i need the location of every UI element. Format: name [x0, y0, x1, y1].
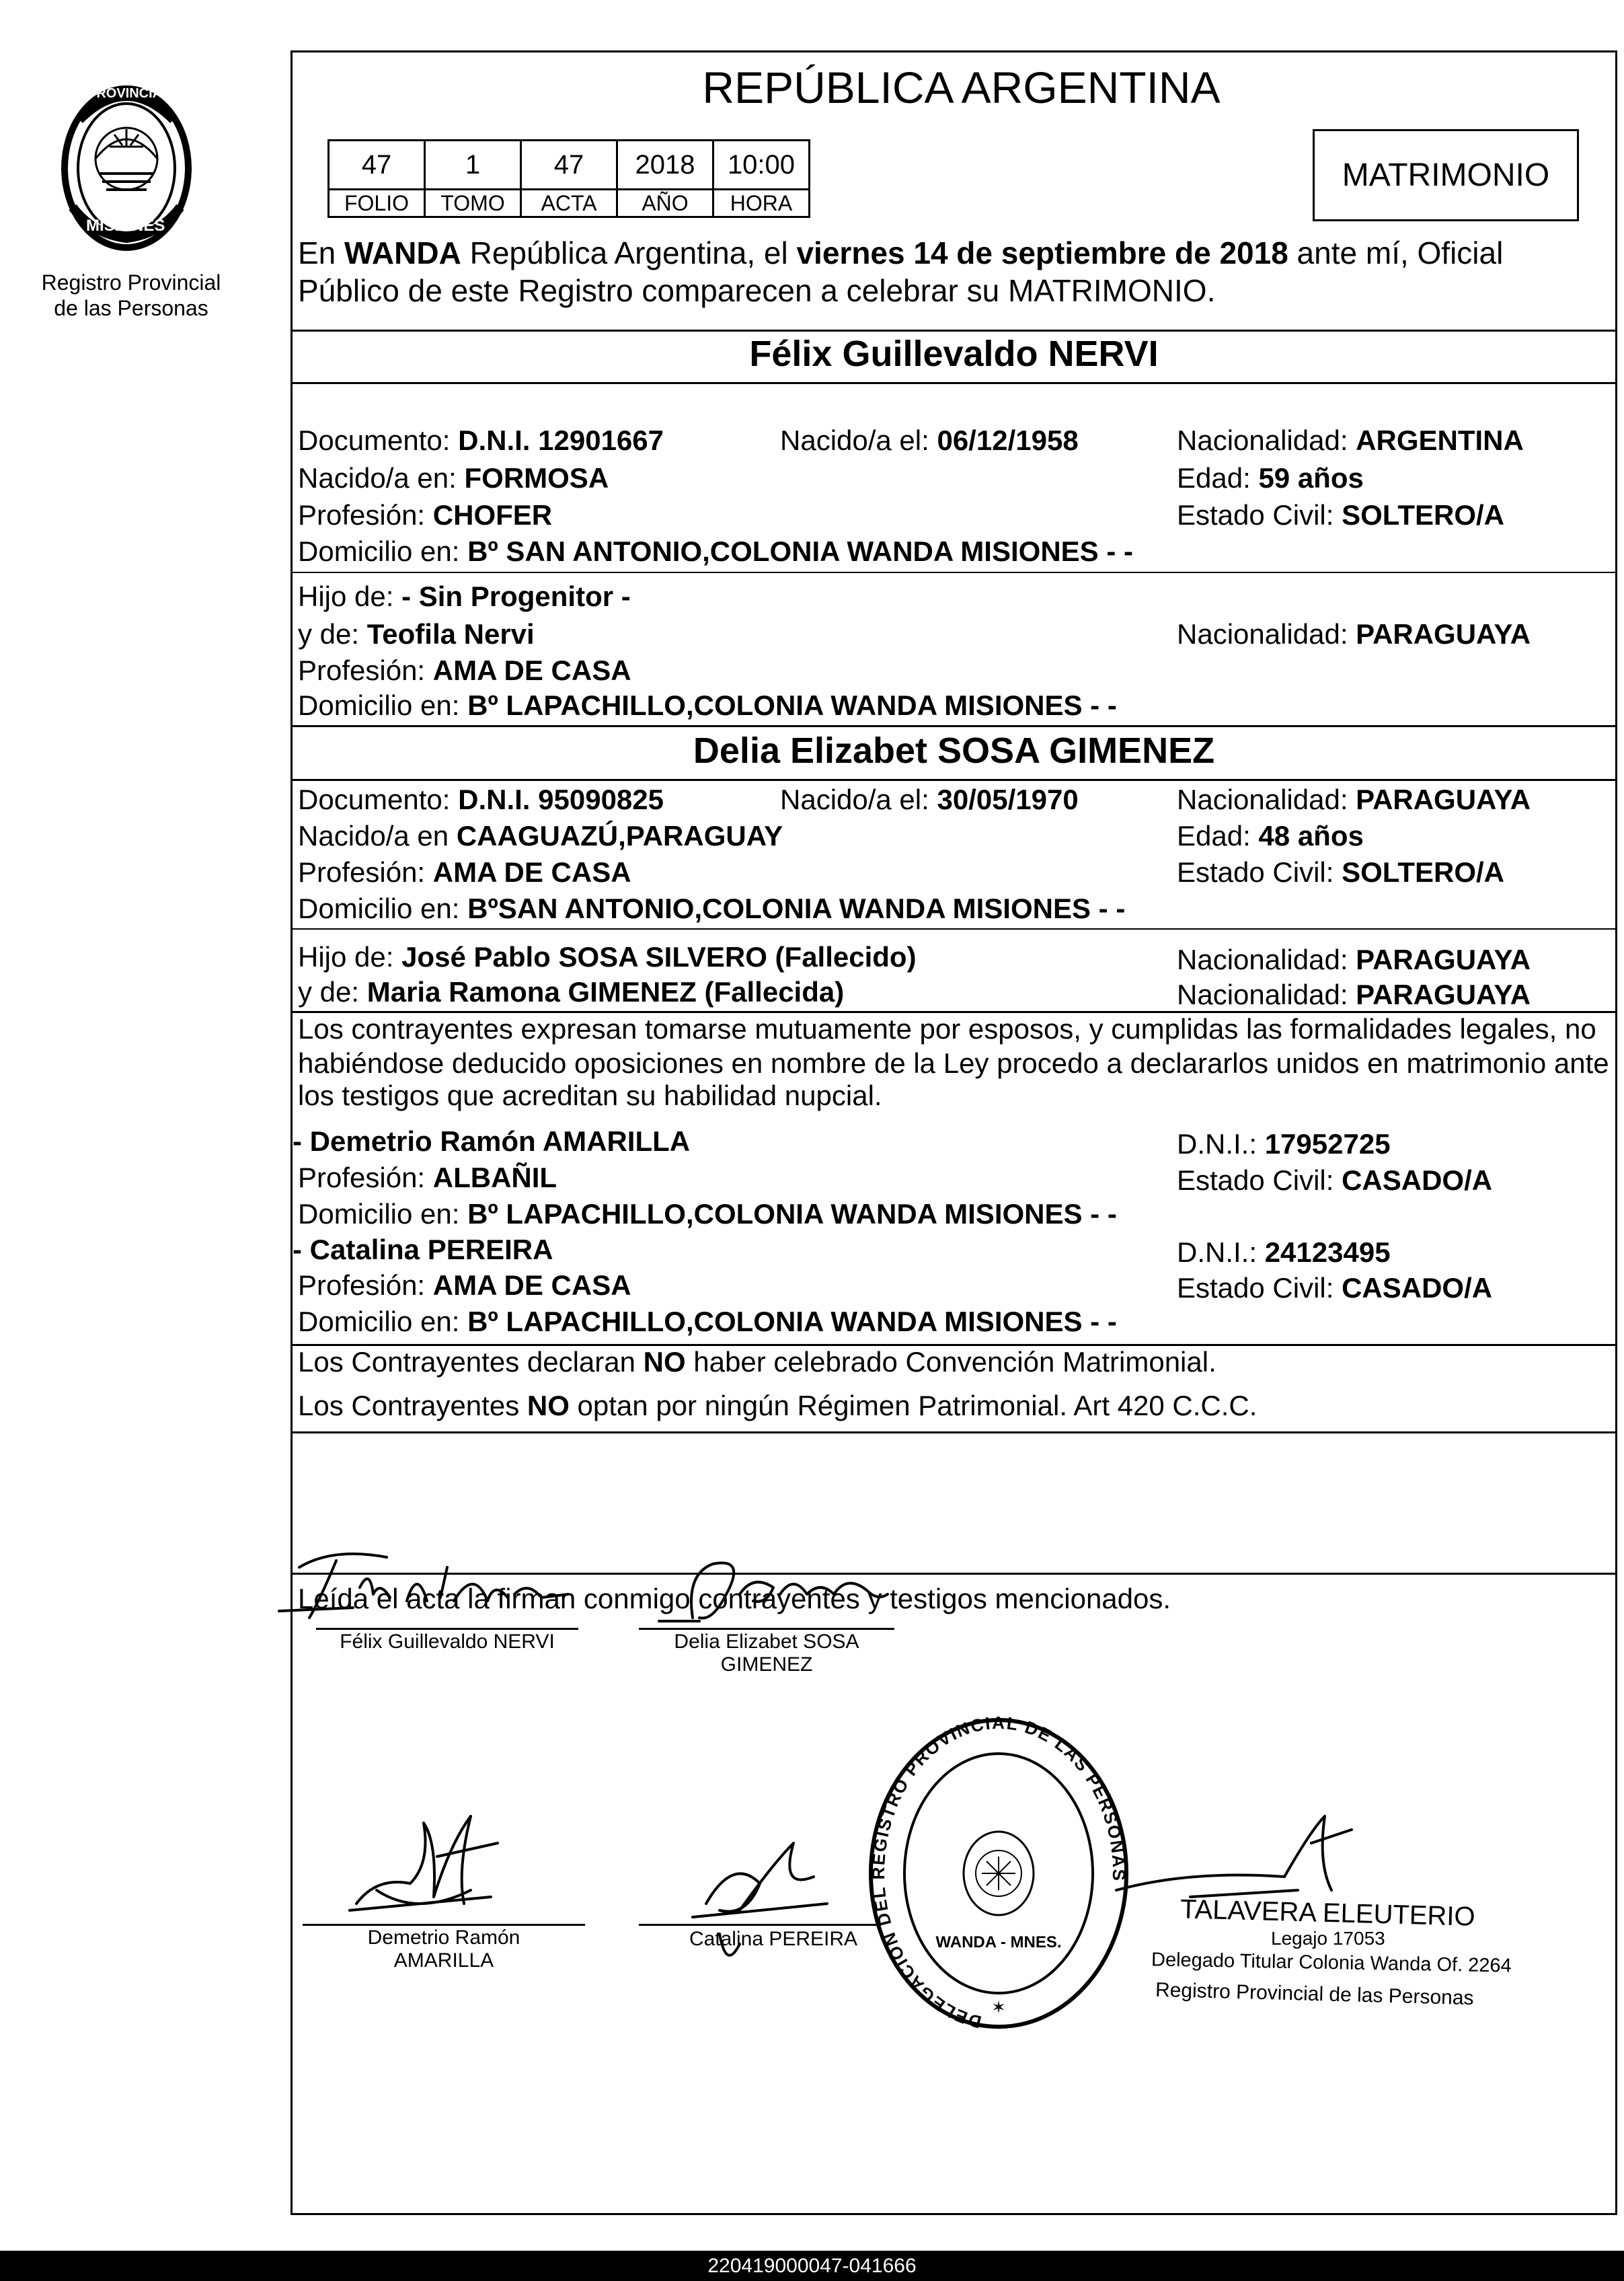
spouse2-profession: Profesión: AMA DE CASA	[298, 856, 631, 888]
signature-caption-felix: Félix Guillevaldo NERVI	[340, 1631, 555, 1653]
spouse1-address: Domicilio en: Bº SAN ANTONIO,COLONIA WANDA MISIONES - -	[298, 535, 1133, 567]
signature-felix-icon	[272, 1540, 582, 1628]
spouse1-nationality: Nacionalidad: ARGENTINA	[1177, 424, 1524, 456]
country-title: REPÚBLICA ARGENTINA	[702, 63, 1221, 112]
witness1-address: Domicilio en: Bº LAPACHILLO,COLONIA WANDA MISIONES - -	[298, 1198, 1117, 1230]
witness2-dni: D.N.I.: 24123495	[1177, 1236, 1391, 1268]
signature-caption-catalina: Catalina PEREIRA	[689, 1928, 858, 1950]
agency-name-line1: Registro Provincial	[41, 270, 221, 295]
officer-organization: Registro Provincial de las Personas	[1155, 1978, 1474, 2010]
spouse1-mother-nationality: Nacionalidad: PARAGUAYA	[1177, 618, 1531, 650]
signature-caption-delia-1: Delia Elizabet SOSA	[674, 1631, 859, 1653]
convention-line-2: Los Contrayentes NO optan por ningún Régimen Patrimonial. Art 420 C.C.C.	[298, 1390, 1258, 1421]
spouse2-nationality: Nacionalidad: PARAGUAYA	[1177, 784, 1531, 815]
divider	[291, 928, 1617, 930]
document-code: 220419000047-041666	[707, 2255, 917, 2277]
signature-line	[639, 1628, 894, 1630]
signature-line	[316, 1628, 578, 1630]
anio-value: 2018	[617, 141, 713, 190]
hora-value: 10:00	[713, 141, 810, 190]
registry-table	[327, 139, 810, 218]
officer-name: TALAVERA ELEUTERIO	[1180, 1894, 1476, 1932]
act-type-label: MATRIMONIO	[1342, 157, 1550, 193]
folio-value: 47	[329, 141, 425, 190]
spouse1-age: Edad: 59 años	[1177, 462, 1364, 494]
witness1-name: - Demetrio Ramón AMARILLA	[293, 1125, 691, 1157]
signature-line	[303, 1924, 585, 1926]
spouse2-civil-status: Estado Civil: SOLTERO/A	[1177, 856, 1504, 888]
spouse2-birth-date: Nacido/a el: 30/05/1970	[780, 784, 1079, 815]
spouse2-name: Delia Elizabet SOSA GIMENEZ	[693, 731, 1215, 771]
spouse1-civil-status: Estado Civil: SOLTERO/A	[1177, 499, 1504, 531]
witness1-dni: D.N.I.: 17952725	[1177, 1128, 1391, 1160]
declaration-line-3: los testigos que acreditan su habilidad nupcial.	[298, 1080, 882, 1111]
spouse1-profession: Profesión: CHOFER	[298, 499, 553, 531]
witness2-address: Domicilio en: Bº LAPACHILLO,COLONIA WANDA MISIONES - -	[298, 1306, 1117, 1337]
spouse1-mother-address: Domicilio en: Bº LAPACHILLO,COLONIA WANDA MISIONES - -	[298, 689, 1117, 721]
signature-delia-icon	[646, 1547, 894, 1628]
witness2-civil-status: Estado Civil: CASADO/A	[1177, 1272, 1493, 1304]
spouse1-birth-place: Nacido/a en: FORMOSA	[298, 462, 609, 494]
agency-name-line2: de las Personas	[54, 296, 208, 320]
hora-label: HORA	[713, 190, 810, 217]
convention-line-1: Los Contrayentes declaran NO haber celebrado Convención Matrimonial.	[298, 1346, 1216, 1378]
acta-value: 47	[521, 141, 617, 190]
spouse2-mother-nationality: Nacionalidad: PARAGUAYA	[1177, 979, 1531, 1010]
stamp-inner-text: WANDA - MNES.	[935, 1933, 1062, 1951]
witness1-civil-status: Estado Civil: CASADO/A	[1177, 1164, 1493, 1196]
signature-caption-demetrio-1: Demetrio Ramón	[367, 1927, 520, 1949]
declaration-line-1: Los contrayentes expresan tomarse mutuamente por esposos, y cumplidas las formalidades legales, no	[298, 1013, 1596, 1045]
signature-line	[639, 1924, 881, 1926]
witness1-profession: Profesión: ALBAÑIL	[298, 1162, 557, 1193]
spouse2-document: Documento: D.N.I. 95090825	[298, 784, 664, 815]
divider	[291, 382, 1617, 384]
signature-demetrio-icon	[336, 1803, 525, 1924]
witness2-name: - Catalina PEREIRA	[293, 1234, 553, 1265]
seal-text-top: PROVINCIA DE	[87, 86, 184, 101]
officer-legajo: Legajo 17053	[1271, 1928, 1385, 1949]
signature-caption-demetrio-2: AMARILLA	[393, 1949, 494, 1972]
spouse1-mother-profession: Profesión: AMA DE CASA	[298, 655, 631, 686]
anio-label: AÑO	[617, 190, 713, 217]
spouse1-document: Documento: D.N.I. 12901667	[298, 424, 664, 456]
spouse1-father: Hijo de: - Sin Progenitor -	[298, 581, 631, 612]
signature-caption-delia-2: GIMENEZ	[720, 1653, 813, 1676]
tomo-value: 1	[425, 141, 521, 190]
act-type-box	[1313, 129, 1579, 221]
declaration-line-2: habiéndose deducido oposiciones en nombre de la Ley procedo a declararlos unidos en matrimonio ante	[298, 1047, 1609, 1079]
officer-role: Delegado Titular Colonia Wanda Of. 2264	[1151, 1949, 1512, 1977]
official-stamp-icon	[864, 1712, 1133, 2035]
intro-line-1: En WANDA República Argentina, el viernes 14 de septiembre de 2018 ante mí, Oficial	[298, 235, 1504, 270]
document-code-bar	[0, 2251, 1624, 2281]
folio-label: FOLIO	[329, 190, 425, 217]
intro-line-2: Público de este Registro comparecen a celebrar su MATRIMONIO.	[298, 273, 1216, 308]
spouse2-address: Domicilio en: BºSAN ANTONIO,COLONIA WANDA MISIONES - -	[298, 893, 1126, 924]
divider	[291, 572, 1617, 573]
spouse1-mother: y de: Teofila Nervi	[298, 618, 535, 650]
spouse2-mother: y de: Maria Ramona GIMENEZ (Fallecida)	[298, 976, 845, 1008]
acta-label: ACTA	[521, 190, 617, 217]
seal-text-bottom: MISIONES	[86, 217, 165, 235]
spouse1-name: Félix Guillevaldo NERVI	[749, 334, 1159, 374]
spouse2-age: Edad: 48 años	[1177, 820, 1364, 852]
spouse2-father-nationality: Nacionalidad: PARAGUAYA	[1177, 944, 1531, 975]
svg-text:✶: ✶	[991, 1998, 1006, 2018]
divider	[291, 330, 1617, 332]
witness2-profession: Profesión: AMA DE CASA	[298, 1269, 631, 1301]
tomo-label: TOMO	[425, 190, 521, 217]
stamp-ring-text: DELEGACION DEL REGISTRO PROVINCIAL DE LAS PERSONAS	[868, 1712, 1130, 2033]
spouse1-birth-date: Nacido/a el: 06/12/1958	[780, 424, 1079, 456]
divider	[291, 1431, 1617, 1433]
spouse2-father: Hijo de: José Pablo SOSA SILVERO (Fallecido)	[298, 941, 917, 973]
closing-statement: Leída el acta la firman conmigo contrayentes y testigos mencionados.	[298, 1583, 1171, 1614]
divider	[291, 779, 1617, 781]
spouse2-birth-place: Nacido/a en CAAGUAZÚ,PARAGUAY	[298, 820, 783, 852]
divider	[291, 725, 1617, 727]
